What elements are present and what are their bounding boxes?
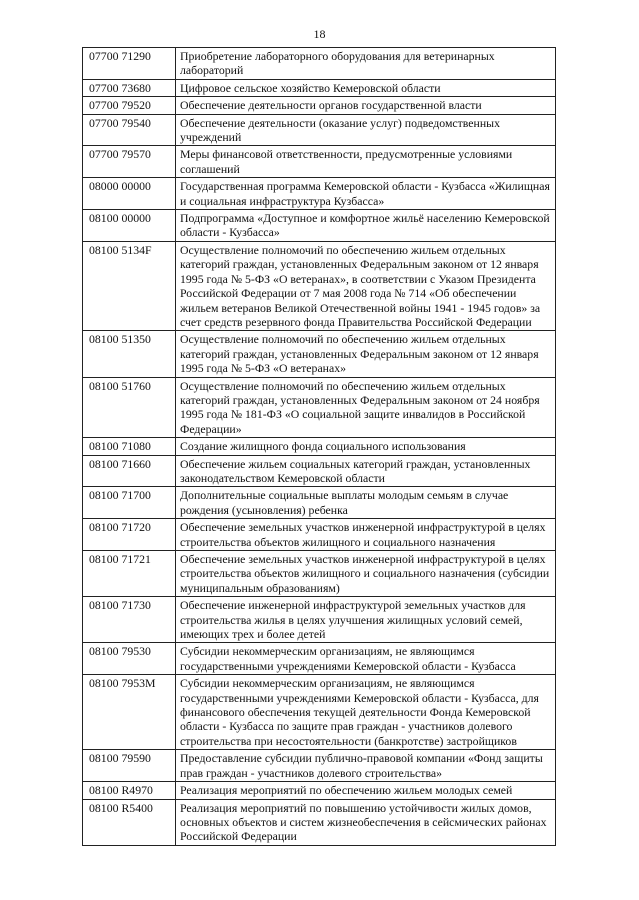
- table-row: [83, 551, 556, 597]
- row-name: Подпрограмма «Доступное и комфортное жильё населению Кемеровской области - Кузбасса»: [176, 210, 556, 242]
- row-code: 08000 00000: [83, 178, 176, 210]
- table-row: [83, 455, 556, 487]
- row-code: 08100 79530: [83, 643, 176, 675]
- table-body: [83, 48, 556, 846]
- row-code: 08100 51760: [83, 377, 176, 438]
- row-code: 07700 71290: [83, 48, 176, 80]
- row-name: Реализация мероприятий по повышению устойчивости жилых домов, основных объектов и систем жизнеобеспечения в сейсмических районах Российской Федерации: [176, 799, 556, 845]
- budget-codes-table: [82, 47, 556, 846]
- row-code: 08100 R5400: [83, 799, 176, 845]
- table-row: [83, 487, 556, 519]
- row-name: Обеспечение жильем социальных категорий граждан, установленных законодательством Кемеровской области: [176, 455, 556, 487]
- row-name: Обеспечение земельных участков инженерной инфраструктурой в целях строительства объектов жилищного и социального назначения: [176, 519, 556, 551]
- row-code: 08100 71080: [83, 438, 176, 455]
- row-name: Дополнительные социальные выплаты молодым семьям в случае рождения (усыновления) ребенка: [176, 487, 556, 519]
- row-code: 08100 71720: [83, 519, 176, 551]
- table-row: [83, 241, 556, 330]
- table-row: [83, 750, 556, 782]
- table-row: [83, 519, 556, 551]
- table-row: [83, 146, 556, 178]
- table-row: [83, 438, 556, 455]
- table-row: [83, 377, 556, 438]
- row-code: 08100 71721: [83, 551, 176, 597]
- row-name: Предоставление субсидии публично-правовой компании «Фонд защиты прав граждан - участников долевого строительства»: [176, 750, 556, 782]
- table-row: [83, 782, 556, 799]
- row-code: 08100 7953М: [83, 675, 176, 750]
- row-code: 08100 71700: [83, 487, 176, 519]
- row-name: Обеспечение земельных участков инженерной инфраструктурой в целях строительства объектов жилищного и социального назначения (субсидии муниципальным образованиям): [176, 551, 556, 597]
- row-name: Обеспечение деятельности (оказание услуг) подведомственных учреждений: [176, 114, 556, 146]
- row-code: 08100 00000: [83, 210, 176, 242]
- row-code: 07700 73680: [83, 79, 176, 96]
- table-row: [83, 48, 556, 80]
- row-name: Обеспечение инженерной инфраструктурой земельных участков для строительства жилья в целях улучшения жилищных условий семей, имеющих трех и более детей: [176, 597, 556, 643]
- row-name: Осуществление полномочий по обеспечению жильем отдельных категорий граждан, установленных Федеральным законом от 12 января 1995 года № 5-ФЗ «О ветеранах», в соответствии с Указом Президента Российской Федерации от 7 мая 2008 года № 714 «Об обеспечении жильем ветеранов Великой Отечественной войны 1941 - 1945 годов» за счет средств резервного фонда Правительства Российской Федерации: [176, 241, 556, 330]
- table-row: [83, 114, 556, 146]
- page-number: 18: [313, 27, 326, 41]
- row-name: Осуществление полномочий по обеспечению жильем отдельных категорий граждан, установленных Федеральным законом от 24 ноября 1995 года № 181-ФЗ «О социальной защите инвалидов в Российской Федерации»: [176, 377, 556, 438]
- row-name: Субсидии некоммерческим организациям, не являющимся государственными учреждениями Кемеровской области - Кузбасса: [176, 643, 556, 675]
- row-code: 07700 79540: [83, 114, 176, 146]
- table-row: [83, 597, 556, 643]
- table-row: [83, 799, 556, 845]
- table-row: [83, 79, 556, 96]
- row-name: Цифровое сельское хозяйство Кемеровской области: [176, 79, 556, 96]
- row-name: Меры финансовой ответственности, предусмотренные условиями соглашений: [176, 146, 556, 178]
- row-code: 07700 79570: [83, 146, 176, 178]
- table-row: [83, 97, 556, 114]
- row-code: 08100 51350: [83, 331, 176, 377]
- row-code: 08100 71660: [83, 455, 176, 487]
- row-code: 08100 79590: [83, 750, 176, 782]
- row-name: Создание жилищного фонда социального использования: [176, 438, 556, 455]
- table-row: [83, 643, 556, 675]
- row-name: Субсидии некоммерческим организациям, не являющимся государственными учреждениями Кемеровской области - Кузбасса, для финансового обеспечения текущей деятельности Фонда Кемеровской области - Кузбасса по защите прав граждан - участников долевого строительства при несостоятельности (банкротстве) застройщиков: [176, 675, 556, 750]
- table-row: [83, 675, 556, 750]
- row-code: 08100 R4970: [83, 782, 176, 799]
- table-row: [83, 178, 556, 210]
- table-row: [83, 210, 556, 242]
- row-name: Государственная программа Кемеровской области - Кузбасса «Жилищная и социальная инфраструктура Кузбасса»: [176, 178, 556, 210]
- row-code: 08100 71730: [83, 597, 176, 643]
- row-name: Приобретение лабораторного оборудования для ветеринарных лабораторий: [176, 48, 556, 80]
- row-name: Осуществление полномочий по обеспечению жильем отдельных категорий граждан, установленных Федеральным законом от 12 января 1995 года № 5-ФЗ «О ветеранах»: [176, 331, 556, 377]
- row-code: 07700 79520: [83, 97, 176, 114]
- row-code: 08100 5134F: [83, 241, 176, 330]
- row-name: Реализация мероприятий по обеспечению жильем молодых семей: [176, 782, 556, 799]
- row-name: Обеспечение деятельности органов государственной власти: [176, 97, 556, 114]
- table-row: [83, 331, 556, 377]
